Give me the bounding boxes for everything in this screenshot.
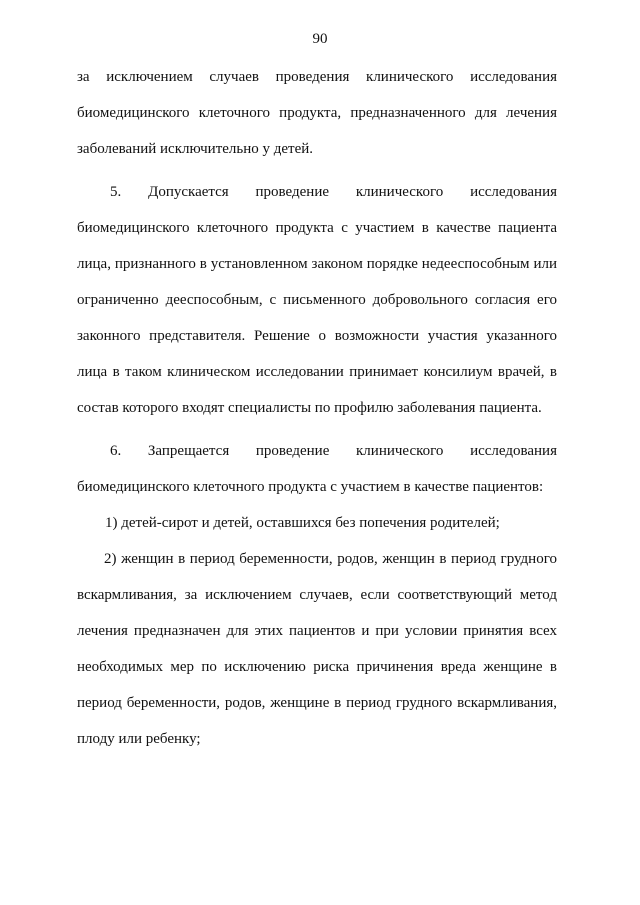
text-line: 1) детей-сирот и детей, оставшихся без попечения родителей; [105,515,500,531]
text-line: период беременности, родов, женщине в период грудного вскармливания, [77,695,557,711]
paragraph-5 [77,182,557,434]
text-line: биомедицинского клеточного продукта с участием в качестве пациентов: [77,479,544,495]
text-line: биомедицинского клеточного продукта, предназначенного для лечения [77,105,557,121]
text-line: лечения предназначен для этих пациентов и при условии принятия всех [77,623,557,639]
page-number: 90 [312,31,328,47]
document-body [77,67,557,765]
paragraph-6 [77,441,557,513]
paragraph-continued [77,67,557,175]
text-line: за исключением случаев проведения клинического исследования [77,69,557,85]
list-item-1 [77,513,557,549]
text-line: 2) женщин в период беременности, родов, женщин в период грудного [104,551,557,567]
text-line: законного представителя. Решение о возможности участия указанного [77,328,557,344]
text-line: лица в таком клиническом исследовании принимает консилиум врачей, в [77,364,557,380]
text-line: лица, признанного в установленном законом порядке недееспособным или [77,256,557,272]
text-line: 6. Запрещается проведение клинического исследования [110,443,557,459]
text-line: плоду или ребенку; [77,731,201,747]
text-line: биомедицинского клеточного продукта с участием в качестве пациента [77,220,557,236]
text-line: 5. Допускается проведение клинического исследования [110,184,557,200]
list-item-2 [77,549,557,765]
text-line: вскармливания, за исключением случаев, если соответствующий метод [77,587,557,603]
text-line: состав которого входят специалисты по профилю заболевания пациента. [77,400,542,416]
text-line: ограниченно дееспособным, с письменного добровольного согласия его [77,292,557,308]
text-line: заболеваний исключительно у детей. [77,141,314,157]
text-line: необходимых мер по исключению риска причинения вреда женщине в [77,659,557,675]
